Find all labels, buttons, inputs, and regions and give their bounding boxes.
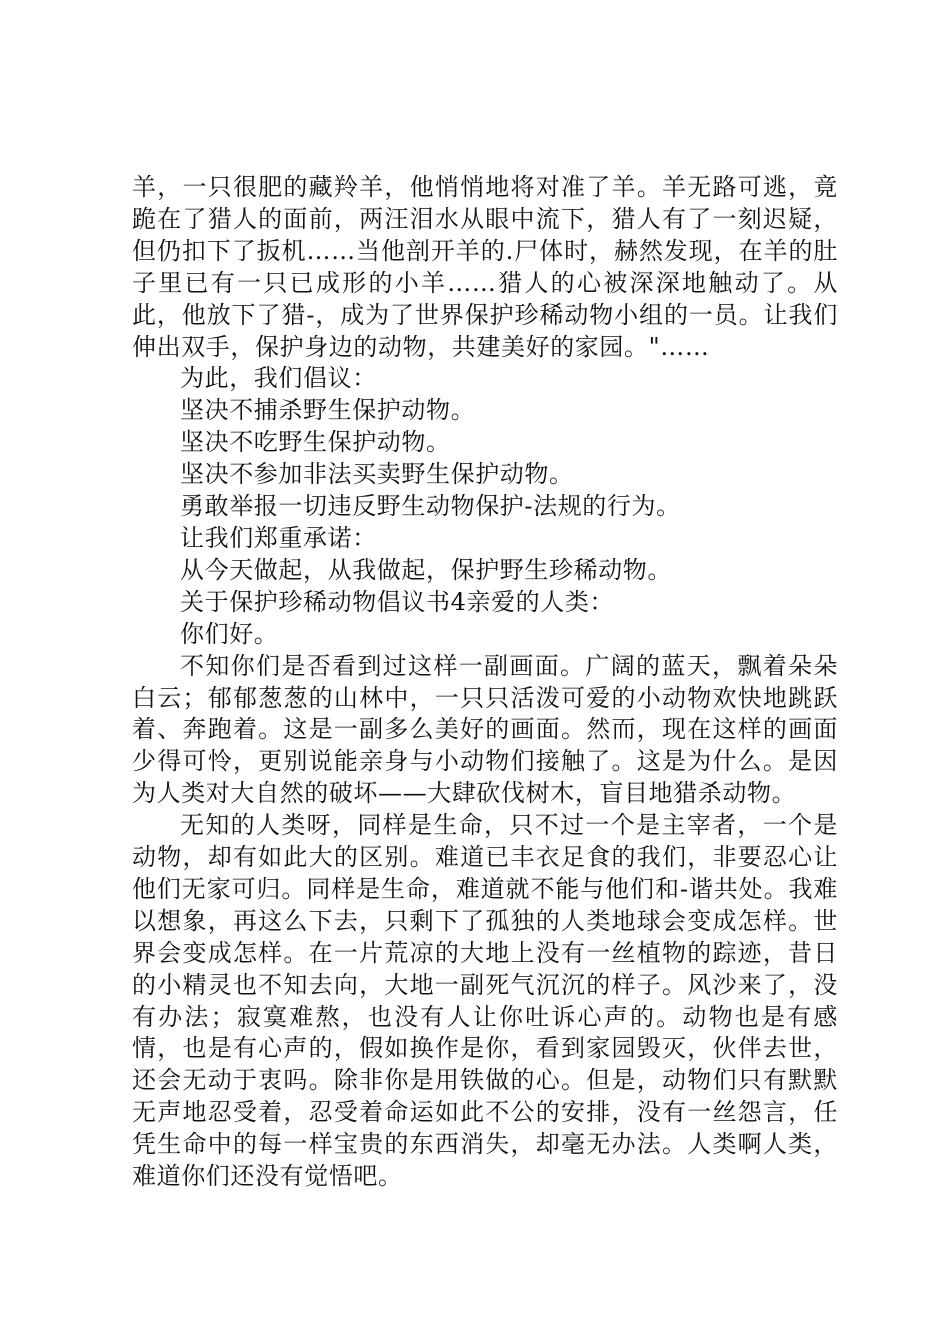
paragraph-8: 从今天做起，从我做起，保护野生珍稀动物。 — [180, 555, 672, 584]
paragraph-1: 羊，一只很肥的藏羚羊，他悄悄地将对准了羊。羊无路可逃，竟跪在了猎人的面前，两汪泪水从眼中流下，猎人有了一刻迟疑，但仍扣下了扳机……当他剖开羊的.尸体时，赫然发现，在羊的肚子里已有一只已成形的小羊……猎人的心被深深地触动了。从此，他放下了猎-，成为了世界保护珍稀动物小组的一员。让我们伸出双手，保护身边的动物，共建美好的家园。"…… — [132, 173, 838, 361]
document-body — [132, 172, 838, 1193]
paragraph-12: 无知的人类呀，同样是生命，只不过一个是主宰者，一个是动物，却有如此大的区别。难道已丰衣足食的我们，非要忍心让他们无家可归。同样是生命，难道就不能与他们和-谐共处。我难以想象，再这么下去，只剩下了孤独的人类地球会变成怎样。世界会变成怎样。在一片荒凉的大地上没有一丝植物的踪迹，昔日的小精灵也不知去向，大地一副死气沉沉的样子。风沙来了，没有办法；寂寞难熬，也没有人让你吐诉心声的。动物也是有感情，也是有心声的，假如换作是你，看到家园毁灭，伙伴去世，还会无动于衷吗。除非你是用铁做的心。但是，动物们只有默默无声地忍受着，忍受着命运如此不公的安排，没有一丝怨言，任凭生命中的每一样宝贵的东西消失，却毫无办法。人类啊人类，难道你们还没有觉悟吧。 — [132, 811, 838, 1191]
paragraph-2: 为此，我们倡议： — [180, 364, 377, 393]
paragraph-10: 你们好。 — [180, 619, 279, 648]
paragraph-9: 关于保护珍稀动物倡议书4亲爱的人类： — [180, 587, 615, 616]
paragraph-7: 让我们郑重承诺： — [180, 523, 377, 552]
paragraph-11: 不知你们是否看到过这样一副画面。广阔的蓝天，飘着朵朵白云；郁郁葱葱的山林中，一只只活泼可爱的小动物欢快地跳跃着、奔跑着。这是一副多么美好的画面。然而，现在这样的画面少得可怜，更别说能亲身与小动物们接触了。这是为什么。是因为人类对大自然的破坏——大肆砍伐树木，盲目地猎杀动物。 — [132, 651, 838, 808]
paragraph-6: 勇敢举报一切违反野生动物保护-法规的行为。 — [180, 492, 681, 521]
paragraph-4: 坚决不吃野生保护动物。 — [180, 428, 451, 457]
paragraph-5: 坚决不参加非法买卖野生保护动物。 — [180, 460, 574, 489]
paragraph-3: 坚决不捕杀野生保护动物。 — [180, 396, 476, 425]
